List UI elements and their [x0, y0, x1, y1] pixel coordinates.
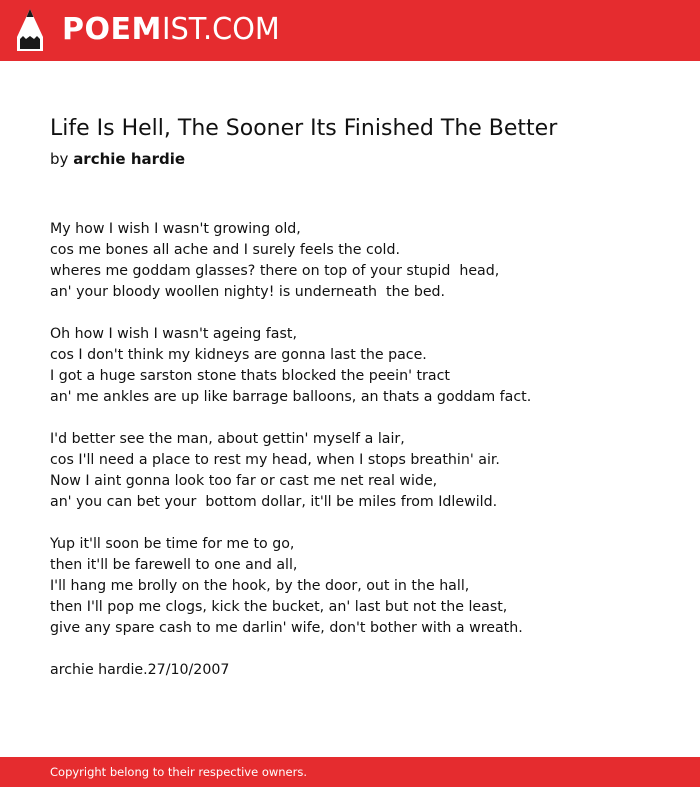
- poem-line: I'd better see the man, about gettin' myself a lair,: [50, 431, 405, 447]
- poem-line: an' you can bet your bottom dollar, it'll be miles from Idlewild.: [50, 494, 498, 510]
- poem-stanza: [50, 219, 670, 303]
- brand-light-text: IST.COM: [161, 12, 280, 47]
- site-logo-text[interactable]: [62, 10, 284, 50]
- poem-line: Oh how I wish I wasn't ageing fast,: [50, 326, 297, 342]
- poem-signature: archie hardie.27/10/2007: [50, 662, 230, 678]
- poem-line: Now I aint gonna look too far or cast me net real wide,: [50, 473, 438, 489]
- poem-line: wheres me goddam glasses? there on top of your stupid head,: [50, 263, 500, 279]
- poem-line: give any spare cash to me darlin' wife, don't bother with a wreath.: [50, 620, 523, 636]
- poem-stanza: [50, 534, 670, 639]
- pencil-tip-icon[interactable]: [17, 9, 43, 51]
- brand-bold-text: POEM: [62, 12, 162, 47]
- poem-line: Yup it'll soon be time for me to go,: [50, 536, 295, 552]
- copyright-notice: Copyright belong to their respective owners.: [50, 765, 308, 779]
- poem-line: cos I'll need a place to rest my head, when I stops breathin' air.: [50, 452, 500, 468]
- poem-line: I'll hang me brolly on the hook, by the door, out in the hall,: [50, 578, 470, 594]
- poem-line: an' me ankles are up like barrage balloons, an thats a goddam fact.: [50, 389, 532, 405]
- poem-line: cos I don't think my kidneys are gonna last the pace.: [50, 347, 427, 363]
- poem-title: Life Is Hell, The Sooner Its Finished The Better: [50, 116, 558, 141]
- poem-line: then it'll be farewell to one and all,: [50, 557, 298, 573]
- poem-line: My how I wish I wasn't growing old,: [50, 221, 301, 237]
- poem-line: I got a huge sarston stone thats blocked the peein' tract: [50, 368, 450, 384]
- poem-body: [50, 219, 670, 681]
- poem-stanza: [50, 324, 670, 408]
- site-footer: [0, 757, 700, 787]
- site-header: [0, 0, 700, 61]
- poem-line: cos me bones all ache and I surely feels the cold.: [50, 242, 400, 258]
- byline-prefix: by: [50, 150, 69, 168]
- poem-stanza: [50, 429, 670, 513]
- poem-line: then I'll pop me clogs, kick the bucket, an' last but not the least,: [50, 599, 508, 615]
- poem-byline: [50, 150, 185, 168]
- poem-line: an' your bloody woollen nighty! is underneath the bed.: [50, 284, 446, 300]
- poem-author[interactable]: archie hardie: [73, 150, 186, 168]
